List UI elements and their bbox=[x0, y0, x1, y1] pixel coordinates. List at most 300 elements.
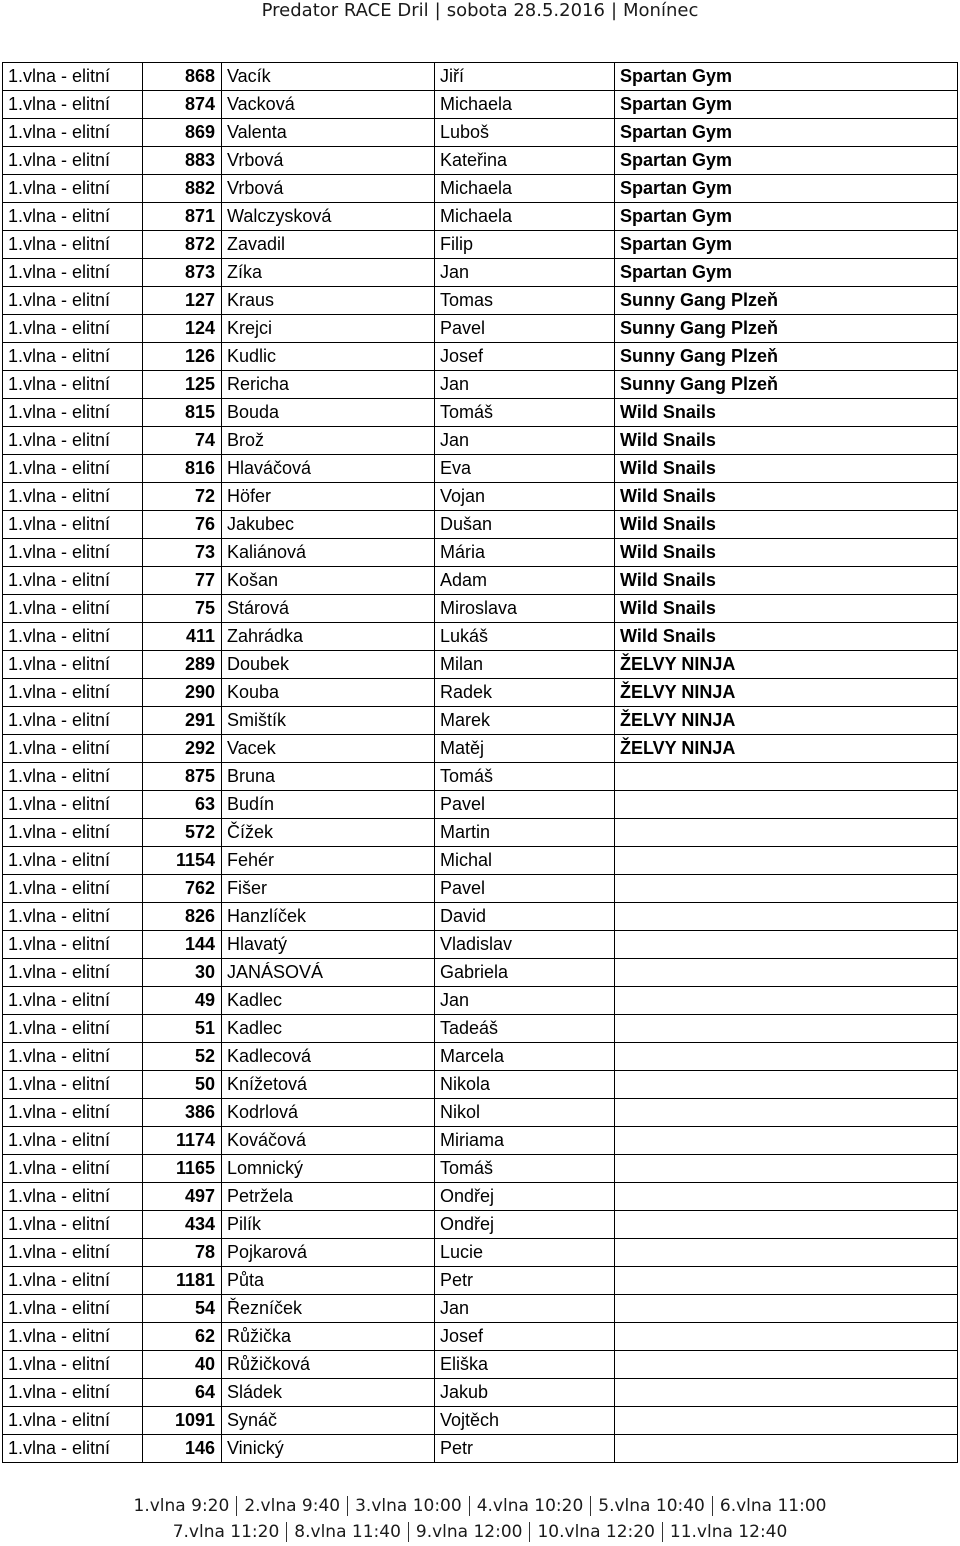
team-cell bbox=[615, 1183, 958, 1211]
team-cell bbox=[615, 1267, 958, 1295]
first-name-cell: Petr bbox=[435, 1267, 615, 1295]
table-row bbox=[3, 1379, 958, 1407]
first-name-cell: Jakub bbox=[435, 1379, 615, 1407]
first-name-cell: Michaela bbox=[435, 175, 615, 203]
wave-cell: 1.vlna - elitní bbox=[3, 1099, 143, 1127]
first-name-cell: Michaela bbox=[435, 91, 615, 119]
table-row bbox=[3, 343, 958, 371]
last-name-cell: Hanzlíček bbox=[222, 903, 435, 931]
last-name-cell: Stárová bbox=[222, 595, 435, 623]
team-cell bbox=[615, 791, 958, 819]
first-name-cell: Ondřej bbox=[435, 1211, 615, 1239]
table-row bbox=[3, 847, 958, 875]
last-name-cell: Budín bbox=[222, 791, 435, 819]
bib-number-cell: 62 bbox=[143, 1323, 222, 1351]
first-name-cell: Marcela bbox=[435, 1043, 615, 1071]
last-name-cell: Řezníček bbox=[222, 1295, 435, 1323]
wave-time-item: 8.vlna 11:40 bbox=[286, 1522, 408, 1542]
team-cell bbox=[615, 819, 958, 847]
wave-time-item: 9.vlna 12:00 bbox=[408, 1522, 530, 1542]
first-name-cell: Michaela bbox=[435, 203, 615, 231]
first-name-cell: Luboš bbox=[435, 119, 615, 147]
roster-body bbox=[3, 63, 958, 1463]
wave-time-item: 4.vlna 10:20 bbox=[469, 1496, 591, 1516]
first-name-cell: Tomas bbox=[435, 287, 615, 315]
last-name-cell: Růžičková bbox=[222, 1351, 435, 1379]
team-cell bbox=[615, 1379, 958, 1407]
wave-cell: 1.vlna - elitní bbox=[3, 595, 143, 623]
table-row bbox=[3, 623, 958, 651]
wave-cell: 1.vlna - elitní bbox=[3, 427, 143, 455]
wave-cell: 1.vlna - elitní bbox=[3, 651, 143, 679]
team-cell: Wild Snails bbox=[615, 511, 958, 539]
table-row bbox=[3, 875, 958, 903]
bib-number-cell: 126 bbox=[143, 343, 222, 371]
first-name-cell: Michal bbox=[435, 847, 615, 875]
bib-number-cell: 50 bbox=[143, 1071, 222, 1099]
wave-cell: 1.vlna - elitní bbox=[3, 399, 143, 427]
bib-number-cell: 291 bbox=[143, 707, 222, 735]
team-cell: Wild Snails bbox=[615, 483, 958, 511]
bib-number-cell: 54 bbox=[143, 1295, 222, 1323]
last-name-cell: Knížetová bbox=[222, 1071, 435, 1099]
wave-time-item: 10.vlna 12:20 bbox=[529, 1522, 661, 1542]
wave-cell: 1.vlna - elitní bbox=[3, 1379, 143, 1407]
wave-cell: 1.vlna - elitní bbox=[3, 259, 143, 287]
first-name-cell: Josef bbox=[435, 1323, 615, 1351]
wave-cell: 1.vlna - elitní bbox=[3, 847, 143, 875]
table-row bbox=[3, 1351, 958, 1379]
bib-number-cell: 64 bbox=[143, 1379, 222, 1407]
team-cell bbox=[615, 1435, 958, 1463]
first-name-cell: Ondřej bbox=[435, 1183, 615, 1211]
team-cell bbox=[615, 1155, 958, 1183]
table-row bbox=[3, 1183, 958, 1211]
wave-cell: 1.vlna - elitní bbox=[3, 791, 143, 819]
last-name-cell: Walczysková bbox=[222, 203, 435, 231]
first-name-cell: Gabriela bbox=[435, 959, 615, 987]
team-cell bbox=[615, 959, 958, 987]
team-cell bbox=[615, 1239, 958, 1267]
last-name-cell: Růžička bbox=[222, 1323, 435, 1351]
wave-cell: 1.vlna - elitní bbox=[3, 175, 143, 203]
wave-cell: 1.vlna - elitní bbox=[3, 231, 143, 259]
last-name-cell: Pilík bbox=[222, 1211, 435, 1239]
last-name-cell: Bruna bbox=[222, 763, 435, 791]
team-cell: Sunny Gang Plzeň bbox=[615, 287, 958, 315]
table-row bbox=[3, 1099, 958, 1127]
team-cell bbox=[615, 1407, 958, 1435]
table-row bbox=[3, 1127, 958, 1155]
table-row bbox=[3, 763, 958, 791]
bib-number-cell: 30 bbox=[143, 959, 222, 987]
last-name-cell: Kadlec bbox=[222, 1015, 435, 1043]
last-name-cell: Půta bbox=[222, 1267, 435, 1295]
wave-cell: 1.vlna - elitní bbox=[3, 1295, 143, 1323]
first-name-cell: Miroslava bbox=[435, 595, 615, 623]
first-name-cell: Josef bbox=[435, 343, 615, 371]
wave-time-item: 5.vlna 10:40 bbox=[590, 1496, 712, 1516]
wave-time-item: 11.vlna 12:40 bbox=[662, 1522, 794, 1542]
last-name-cell: Hlavatý bbox=[222, 931, 435, 959]
wave-cell: 1.vlna - elitní bbox=[3, 1239, 143, 1267]
bib-number-cell: 1154 bbox=[143, 847, 222, 875]
bib-number-cell: 73 bbox=[143, 539, 222, 567]
table-row bbox=[3, 203, 958, 231]
table-row bbox=[3, 595, 958, 623]
first-name-cell: Jan bbox=[435, 987, 615, 1015]
bib-number-cell: 124 bbox=[143, 315, 222, 343]
table-row bbox=[3, 1407, 958, 1435]
bib-number-cell: 762 bbox=[143, 875, 222, 903]
first-name-cell: Eliška bbox=[435, 1351, 615, 1379]
wave-cell: 1.vlna - elitní bbox=[3, 763, 143, 791]
last-name-cell: Sládek bbox=[222, 1379, 435, 1407]
first-name-cell: Lukáš bbox=[435, 623, 615, 651]
bib-number-cell: 873 bbox=[143, 259, 222, 287]
wave-cell: 1.vlna - elitní bbox=[3, 315, 143, 343]
wave-cell: 1.vlna - elitní bbox=[3, 1071, 143, 1099]
last-name-cell: Fišer bbox=[222, 875, 435, 903]
wave-cell: 1.vlna - elitní bbox=[3, 1407, 143, 1435]
team-cell: ŽELVY NINJA bbox=[615, 735, 958, 763]
last-name-cell: Čížek bbox=[222, 819, 435, 847]
team-cell: Spartan Gym bbox=[615, 259, 958, 287]
bib-number-cell: 816 bbox=[143, 455, 222, 483]
last-name-cell: Höfer bbox=[222, 483, 435, 511]
last-name-cell: Kraus bbox=[222, 287, 435, 315]
last-name-cell: Vinický bbox=[222, 1435, 435, 1463]
wave-cell: 1.vlna - elitní bbox=[3, 119, 143, 147]
table-row bbox=[3, 1155, 958, 1183]
bib-number-cell: 1165 bbox=[143, 1155, 222, 1183]
team-cell: Spartan Gym bbox=[615, 63, 958, 91]
last-name-cell: Smištík bbox=[222, 707, 435, 735]
team-cell: ŽELVY NINJA bbox=[615, 679, 958, 707]
last-name-cell: Zahrádka bbox=[222, 623, 435, 651]
table-row bbox=[3, 259, 958, 287]
first-name-cell: Tadeáš bbox=[435, 1015, 615, 1043]
wave-cell: 1.vlna - elitní bbox=[3, 931, 143, 959]
team-cell: Wild Snails bbox=[615, 427, 958, 455]
table-row bbox=[3, 399, 958, 427]
last-name-cell: Kaliánová bbox=[222, 539, 435, 567]
table-row bbox=[3, 119, 958, 147]
table-row bbox=[3, 63, 958, 91]
first-name-cell: Nikola bbox=[435, 1071, 615, 1099]
last-name-cell: Vacek bbox=[222, 735, 435, 763]
first-name-cell: Jan bbox=[435, 371, 615, 399]
bib-number-cell: 871 bbox=[143, 203, 222, 231]
first-name-cell: Jan bbox=[435, 259, 615, 287]
last-name-cell: Fehér bbox=[222, 847, 435, 875]
first-name-cell: Martin bbox=[435, 819, 615, 847]
last-name-cell: Košan bbox=[222, 567, 435, 595]
first-name-cell: Milan bbox=[435, 651, 615, 679]
first-name-cell: Eva bbox=[435, 455, 615, 483]
last-name-cell: Vrbová bbox=[222, 147, 435, 175]
team-cell bbox=[615, 903, 958, 931]
team-cell bbox=[615, 875, 958, 903]
table-row bbox=[3, 287, 958, 315]
bib-number-cell: 1091 bbox=[143, 1407, 222, 1435]
first-name-cell: Nikol bbox=[435, 1099, 615, 1127]
team-cell bbox=[615, 1323, 958, 1351]
last-name-cell: Kováčová bbox=[222, 1127, 435, 1155]
table-row bbox=[3, 427, 958, 455]
bib-number-cell: 78 bbox=[143, 1239, 222, 1267]
first-name-cell: David bbox=[435, 903, 615, 931]
team-cell: Spartan Gym bbox=[615, 231, 958, 259]
table-row bbox=[3, 1295, 958, 1323]
bib-number-cell: 75 bbox=[143, 595, 222, 623]
team-cell: Sunny Gang Plzeň bbox=[615, 371, 958, 399]
last-name-cell: Kadlecová bbox=[222, 1043, 435, 1071]
bib-number-cell: 882 bbox=[143, 175, 222, 203]
wave-cell: 1.vlna - elitní bbox=[3, 511, 143, 539]
first-name-cell: Radek bbox=[435, 679, 615, 707]
table-row bbox=[3, 539, 958, 567]
table-row bbox=[3, 455, 958, 483]
wave-cell: 1.vlna - elitní bbox=[3, 203, 143, 231]
last-name-cell: Hlaváčová bbox=[222, 455, 435, 483]
wave-cell: 1.vlna - elitní bbox=[3, 707, 143, 735]
team-cell: Spartan Gym bbox=[615, 91, 958, 119]
team-cell bbox=[615, 1071, 958, 1099]
bib-number-cell: 411 bbox=[143, 623, 222, 651]
table-row bbox=[3, 1043, 958, 1071]
first-name-cell: Jiří bbox=[435, 63, 615, 91]
last-name-cell: Vrbová bbox=[222, 175, 435, 203]
team-cell: Wild Snails bbox=[615, 595, 958, 623]
first-name-cell: Marek bbox=[435, 707, 615, 735]
first-name-cell: Petr bbox=[435, 1435, 615, 1463]
team-cell: Spartan Gym bbox=[615, 175, 958, 203]
bib-number-cell: 872 bbox=[143, 231, 222, 259]
table-row bbox=[3, 511, 958, 539]
bib-number-cell: 146 bbox=[143, 1435, 222, 1463]
table-row bbox=[3, 707, 958, 735]
wave-cell: 1.vlna - elitní bbox=[3, 819, 143, 847]
bib-number-cell: 572 bbox=[143, 819, 222, 847]
table-row bbox=[3, 147, 958, 175]
wave-schedule-line-1 bbox=[0, 1496, 960, 1516]
team-cell: ŽELVY NINJA bbox=[615, 707, 958, 735]
bib-number-cell: 1174 bbox=[143, 1127, 222, 1155]
team-cell: Wild Snails bbox=[615, 539, 958, 567]
bib-number-cell: 875 bbox=[143, 763, 222, 791]
last-name-cell: Lomnický bbox=[222, 1155, 435, 1183]
first-name-cell: Lucie bbox=[435, 1239, 615, 1267]
first-name-cell: Pavel bbox=[435, 791, 615, 819]
last-name-cell: Brož bbox=[222, 427, 435, 455]
bib-number-cell: 869 bbox=[143, 119, 222, 147]
team-cell: Wild Snails bbox=[615, 567, 958, 595]
first-name-cell: Matěj bbox=[435, 735, 615, 763]
wave-cell: 1.vlna - elitní bbox=[3, 287, 143, 315]
wave-time-item: 6.vlna 11:00 bbox=[712, 1496, 834, 1516]
first-name-cell: Jan bbox=[435, 427, 615, 455]
wave-cell: 1.vlna - elitní bbox=[3, 1435, 143, 1463]
bib-number-cell: 74 bbox=[143, 427, 222, 455]
first-name-cell: Vladislav bbox=[435, 931, 615, 959]
team-cell bbox=[615, 763, 958, 791]
bib-number-cell: 76 bbox=[143, 511, 222, 539]
wave-cell: 1.vlna - elitní bbox=[3, 1323, 143, 1351]
first-name-cell: Tomáš bbox=[435, 763, 615, 791]
table-row bbox=[3, 231, 958, 259]
table-row bbox=[3, 91, 958, 119]
wave-cell: 1.vlna - elitní bbox=[3, 735, 143, 763]
first-name-cell: Kateřina bbox=[435, 147, 615, 175]
first-name-cell: Adam bbox=[435, 567, 615, 595]
table-row bbox=[3, 315, 958, 343]
last-name-cell: Zavadil bbox=[222, 231, 435, 259]
bib-number-cell: 874 bbox=[143, 91, 222, 119]
bib-number-cell: 883 bbox=[143, 147, 222, 175]
first-name-cell: Mária bbox=[435, 539, 615, 567]
table-row bbox=[3, 483, 958, 511]
last-name-cell: Kadlec bbox=[222, 987, 435, 1015]
last-name-cell: Rericha bbox=[222, 371, 435, 399]
wave-cell: 1.vlna - elitní bbox=[3, 455, 143, 483]
bib-number-cell: 826 bbox=[143, 903, 222, 931]
bib-number-cell: 292 bbox=[143, 735, 222, 763]
wave-cell: 1.vlna - elitní bbox=[3, 1267, 143, 1295]
first-name-cell: Vojan bbox=[435, 483, 615, 511]
bib-number-cell: 289 bbox=[143, 651, 222, 679]
wave-cell: 1.vlna - elitní bbox=[3, 371, 143, 399]
bib-number-cell: 386 bbox=[143, 1099, 222, 1127]
first-name-cell: Dušan bbox=[435, 511, 615, 539]
event-name: Predator RACE Dril bbox=[261, 0, 429, 21]
first-name-cell: Tomáš bbox=[435, 1155, 615, 1183]
table-row bbox=[3, 371, 958, 399]
table-row bbox=[3, 959, 958, 987]
team-cell bbox=[615, 1351, 958, 1379]
table-row bbox=[3, 679, 958, 707]
bib-number-cell: 77 bbox=[143, 567, 222, 595]
table-row bbox=[3, 567, 958, 595]
table-row bbox=[3, 987, 958, 1015]
last-name-cell: Vacík bbox=[222, 63, 435, 91]
last-name-cell: JANÁSOVÁ bbox=[222, 959, 435, 987]
bib-number-cell: 497 bbox=[143, 1183, 222, 1211]
wave-time-item: 3.vlna 10:00 bbox=[347, 1496, 469, 1516]
table-row bbox=[3, 1239, 958, 1267]
team-cell bbox=[615, 931, 958, 959]
first-name-cell: Jan bbox=[435, 1295, 615, 1323]
wave-cell: 1.vlna - elitní bbox=[3, 1015, 143, 1043]
wave-cell: 1.vlna - elitní bbox=[3, 875, 143, 903]
table-row bbox=[3, 175, 958, 203]
wave-cell: 1.vlna - elitní bbox=[3, 679, 143, 707]
bib-number-cell: 125 bbox=[143, 371, 222, 399]
wave-cell: 1.vlna - elitní bbox=[3, 483, 143, 511]
team-cell bbox=[615, 1043, 958, 1071]
team-cell bbox=[615, 1127, 958, 1155]
table-row bbox=[3, 1015, 958, 1043]
bib-number-cell: 127 bbox=[143, 287, 222, 315]
table-row bbox=[3, 791, 958, 819]
team-cell bbox=[615, 1211, 958, 1239]
wave-cell: 1.vlna - elitní bbox=[3, 91, 143, 119]
last-name-cell: Petržela bbox=[222, 1183, 435, 1211]
team-cell: Wild Snails bbox=[615, 399, 958, 427]
bib-number-cell: 49 bbox=[143, 987, 222, 1015]
wave-cell: 1.vlna - elitní bbox=[3, 623, 143, 651]
last-name-cell: Krejci bbox=[222, 315, 435, 343]
first-name-cell: Tomáš bbox=[435, 399, 615, 427]
wave-cell: 1.vlna - elitní bbox=[3, 343, 143, 371]
header-separator: | bbox=[610, 0, 618, 21]
table-row bbox=[3, 1071, 958, 1099]
event-location: Monínec bbox=[623, 0, 699, 21]
wave-cell: 1.vlna - elitní bbox=[3, 1351, 143, 1379]
wave-cell: 1.vlna - elitní bbox=[3, 63, 143, 91]
team-cell: Sunny Gang Plzeň bbox=[615, 315, 958, 343]
roster-table bbox=[2, 62, 958, 1463]
wave-cell: 1.vlna - elitní bbox=[3, 1043, 143, 1071]
bib-number-cell: 868 bbox=[143, 63, 222, 91]
table-row bbox=[3, 903, 958, 931]
team-cell bbox=[615, 1295, 958, 1323]
table-row bbox=[3, 931, 958, 959]
team-cell bbox=[615, 987, 958, 1015]
wave-cell: 1.vlna - elitní bbox=[3, 567, 143, 595]
last-name-cell: Pojkarová bbox=[222, 1239, 435, 1267]
table-row bbox=[3, 735, 958, 763]
first-name-cell: Vojtěch bbox=[435, 1407, 615, 1435]
bib-number-cell: 63 bbox=[143, 791, 222, 819]
bib-number-cell: 72 bbox=[143, 483, 222, 511]
table-row bbox=[3, 819, 958, 847]
team-cell: Spartan Gym bbox=[615, 119, 958, 147]
first-name-cell: Pavel bbox=[435, 315, 615, 343]
wave-cell: 1.vlna - elitní bbox=[3, 147, 143, 175]
bib-number-cell: 1181 bbox=[143, 1267, 222, 1295]
wave-cell: 1.vlna - elitní bbox=[3, 1127, 143, 1155]
event-date: sobota 28.5.2016 bbox=[446, 0, 605, 21]
last-name-cell: Vacková bbox=[222, 91, 435, 119]
wave-cell: 1.vlna - elitní bbox=[3, 539, 143, 567]
wave-time-item: 1.vlna 9:20 bbox=[133, 1496, 230, 1516]
last-name-cell: Jakubec bbox=[222, 511, 435, 539]
bib-number-cell: 434 bbox=[143, 1211, 222, 1239]
last-name-cell: Bouda bbox=[222, 399, 435, 427]
wave-cell: 1.vlna - elitní bbox=[3, 903, 143, 931]
bib-number-cell: 40 bbox=[143, 1351, 222, 1379]
wave-time-item: 7.vlna 11:20 bbox=[172, 1522, 280, 1542]
table-row bbox=[3, 1267, 958, 1295]
bib-number-cell: 144 bbox=[143, 931, 222, 959]
team-cell bbox=[615, 1015, 958, 1043]
wave-time-item: 2.vlna 9:40 bbox=[236, 1496, 347, 1516]
wave-cell: 1.vlna - elitní bbox=[3, 1155, 143, 1183]
wave-cell: 1.vlna - elitní bbox=[3, 1183, 143, 1211]
last-name-cell: Doubek bbox=[222, 651, 435, 679]
team-cell: Wild Snails bbox=[615, 455, 958, 483]
page-header bbox=[0, 0, 960, 44]
bib-number-cell: 52 bbox=[143, 1043, 222, 1071]
wave-schedule-line-2 bbox=[0, 1522, 960, 1542]
wave-cell: 1.vlna - elitní bbox=[3, 1211, 143, 1239]
last-name-cell: Valenta bbox=[222, 119, 435, 147]
team-cell: Spartan Gym bbox=[615, 203, 958, 231]
team-cell: ŽELVY NINJA bbox=[615, 651, 958, 679]
wave-cell: 1.vlna - elitní bbox=[3, 987, 143, 1015]
table-row bbox=[3, 1435, 958, 1463]
